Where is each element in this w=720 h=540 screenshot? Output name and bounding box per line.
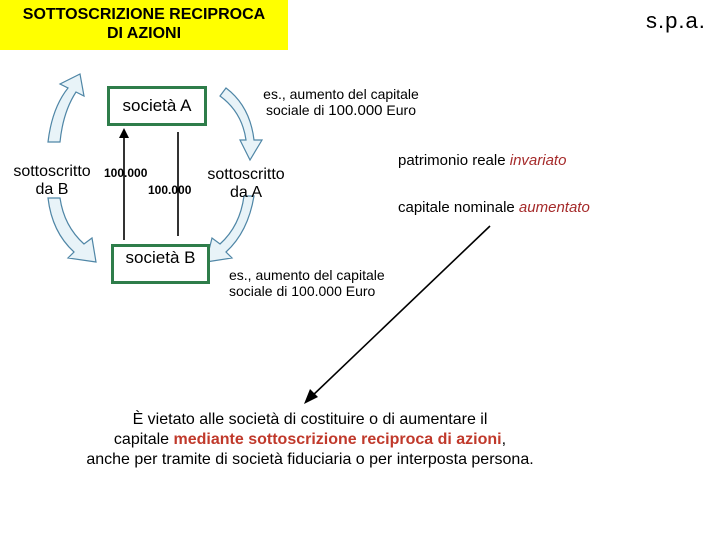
rule-line-2-prefix: capitale — [113, 431, 170, 448]
example-top-line-2 — [246, 102, 436, 119]
capitale-nominale-line — [398, 199, 590, 216]
amount-mid: 100.000 — [148, 183, 192, 197]
company-type-label: s.p.a. — [646, 8, 706, 33]
curved-arrow-bottom-left — [48, 198, 96, 262]
right-subscription-label — [200, 166, 292, 202]
capitale-value: aumentato — [518, 199, 590, 216]
right-label-line-1: sottoscritto — [207, 166, 285, 183]
diagonal-arrowhead — [304, 389, 318, 404]
capitale-label: capitale nominale — [398, 199, 515, 216]
curved-arrow-top-left — [48, 74, 84, 142]
diagonal-arrow-line — [310, 226, 490, 398]
rule-line-2 — [40, 430, 580, 450]
rule-line-1: È vietato alle società di costituire o di aumentare il — [132, 411, 488, 428]
rule-line-2-suffix: , — [501, 431, 507, 448]
example-bottom-line-2: sociale di 100.000 Euro — [229, 283, 376, 299]
example-top-prefix: sociale di — [266, 102, 325, 118]
left-subscription-label — [6, 163, 98, 199]
example-top-line-1: es., aumento del capitale — [263, 86, 419, 102]
patrimonio-value: invariato — [509, 152, 567, 169]
right-label-line-2: da A — [229, 184, 263, 201]
left-label-line-1: sottoscritto — [13, 163, 91, 180]
example-bottom-line-1: es., aumento del capitale — [229, 267, 385, 283]
amount-top: 100.000 — [104, 166, 148, 180]
rule-text — [40, 410, 580, 470]
title-line-2: DI AZIONI — [106, 25, 182, 42]
company-a-label: società A — [122, 96, 192, 115]
title-line-1: SOTTOSCRIZIONE RECIPROCA — [22, 6, 266, 23]
example-bottom-text — [229, 267, 429, 299]
example-top-text — [246, 86, 436, 119]
curved-arrow-bottom-right — [206, 196, 254, 262]
arrowhead-up — [119, 128, 129, 138]
company-a-box — [107, 86, 207, 126]
patrimonio-reale-line — [398, 152, 566, 169]
example-top-amount: 100.000 — [328, 102, 383, 119]
company-b-box — [111, 244, 210, 284]
company-b-label: società B — [125, 248, 196, 267]
patrimonio-label: patrimonio reale — [398, 152, 506, 169]
left-label-line-2: da B — [35, 181, 69, 198]
rule-highlight: mediante sottoscrizione reciproca di azioni — [173, 431, 502, 448]
example-top-suffix: Euro — [386, 102, 416, 118]
rule-line-3: anche per tramite di società fiduciaria o per interposta persona. — [86, 451, 534, 468]
